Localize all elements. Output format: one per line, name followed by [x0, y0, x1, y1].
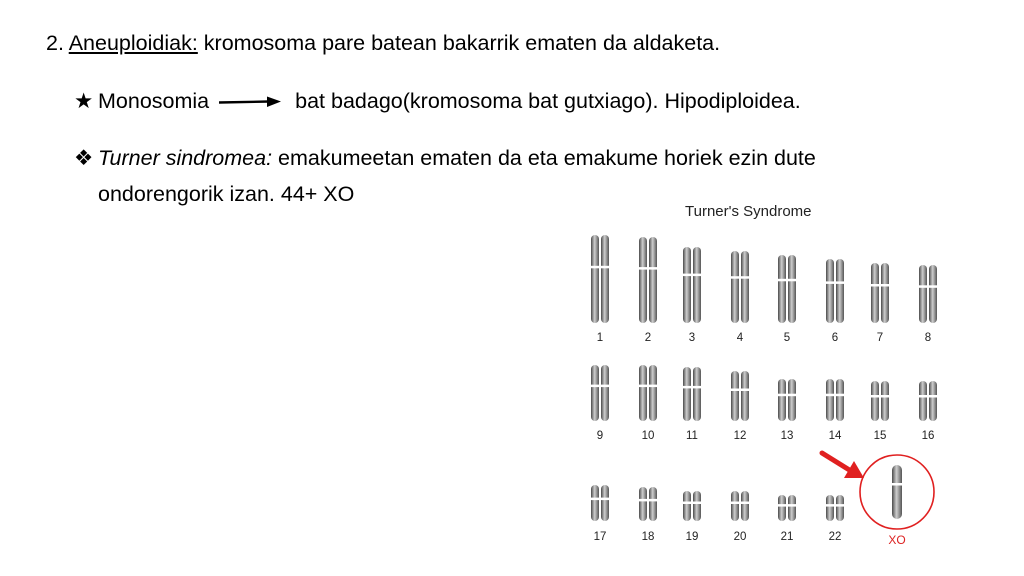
chromosome-7: [881, 263, 889, 323]
x-chromosome: [892, 465, 902, 519]
chromosome-label-4: 4: [736, 332, 744, 344]
chromosome-8: [919, 265, 927, 323]
diamond-bullet-icon: ❖: [74, 146, 94, 170]
aneuploidy-term: Aneuploidiak:: [68, 31, 198, 55]
chromosome-20: [731, 491, 739, 521]
chromosome-label-16: 16: [921, 430, 935, 442]
chromosome-7: [871, 263, 879, 323]
chromosome-17: [601, 485, 609, 521]
chromosome-label-13: 13: [780, 430, 794, 442]
chromosome-label-22: 22: [828, 531, 842, 543]
chromosome-6: [836, 259, 844, 323]
chromosome-10: [649, 365, 657, 421]
xo-label: XO: [888, 533, 906, 547]
chromosome-label-20: 20: [733, 531, 747, 543]
chromosome-label-12: 12: [733, 430, 747, 442]
chromosome-5: [788, 255, 796, 323]
chromosome-4: [731, 251, 739, 323]
chromosome-5: [778, 255, 786, 323]
chromosome-1: [591, 235, 599, 323]
turner-term: Turner sindromea:: [98, 146, 273, 170]
karyotype-figure: [575, 195, 955, 555]
chromosome-2: [639, 237, 647, 323]
chromosome-11: [683, 367, 691, 421]
chromosome-18: [639, 487, 647, 521]
chromosome-22: [836, 495, 844, 521]
chromosome-label-6: 6: [831, 332, 839, 344]
chromosome-label-11: 11: [686, 430, 698, 442]
chromosome-19: [683, 491, 691, 521]
chromosome-16: [919, 381, 927, 421]
chromosome-label-17: 17: [593, 531, 607, 543]
chromosome-label-21: 21: [780, 531, 794, 543]
chromosome-label-18: 18: [641, 531, 655, 543]
chromosome-label-15: 15: [873, 430, 887, 442]
turner-line-continued: ondorengorik izan. 44+ XO: [98, 182, 355, 206]
chromosome-13: [778, 379, 786, 421]
chromosome-22: [826, 495, 834, 521]
heading-number: 2.: [46, 31, 69, 55]
chromosome-6: [826, 259, 834, 323]
chromosome-label-9: 9: [596, 430, 604, 442]
aneuploidy-definition: kromosoma pare batean bakarrik ematen da aldaketa.: [197, 31, 721, 55]
karyotype-image: [575, 195, 955, 555]
red-arrow-icon: [822, 453, 851, 471]
chromosome-9: [601, 365, 609, 421]
chromosome-label-2: 2: [644, 332, 652, 344]
monosomy-definition: bat badago(kromosoma bat gutxiago). Hipodiploidea.: [295, 89, 801, 113]
chromosome-21: [788, 495, 796, 521]
chromosome-11: [693, 367, 701, 421]
chromosome-label-10: 10: [641, 430, 655, 442]
chromosome-label-14: 14: [828, 430, 842, 442]
chromosome-2: [649, 237, 657, 323]
chromosome-1: [601, 235, 609, 323]
chromosome-8: [929, 265, 937, 323]
chromosome-14: [826, 379, 834, 421]
chromosome-label-8: 8: [924, 332, 932, 344]
turner-definition: emakumeetan ematen da eta emakume horiek ezin dute: [272, 146, 816, 170]
chromosome-10: [639, 365, 647, 421]
chromosome-label-1: 1: [596, 332, 604, 344]
chromosome-label-19: 19: [685, 531, 699, 543]
chromosome-12: [731, 371, 739, 421]
chromosome-16: [929, 381, 937, 421]
heading-aneuploidy: [46, 30, 720, 56]
star-bullet-icon: ★: [74, 89, 94, 113]
turner-line: [74, 145, 816, 171]
chromosome-3: [683, 247, 691, 323]
chromosome-4: [741, 251, 749, 323]
chromosome-15: [871, 381, 879, 421]
chromosome-13: [788, 379, 796, 421]
chromosome-21: [778, 495, 786, 521]
monosomy-line: [74, 88, 801, 114]
chromosome-label-3: 3: [688, 332, 696, 344]
chromosome-12: [741, 371, 749, 421]
right-arrow-icon: [219, 96, 281, 108]
chromosome-19: [693, 491, 701, 521]
monosomy-term: Monosomia: [98, 89, 210, 113]
chromosome-20: [741, 491, 749, 521]
chromosome-18: [649, 487, 657, 521]
figure-title: Turner's Syndrome: [685, 203, 812, 220]
chromosome-17: [591, 485, 599, 521]
chromosome-label-7: 7: [876, 332, 884, 344]
chromosome-label-5: 5: [783, 332, 791, 344]
chromosome-14: [836, 379, 844, 421]
chromosome-9: [591, 365, 599, 421]
chromosome-15: [881, 381, 889, 421]
chromosome-3: [693, 247, 701, 323]
